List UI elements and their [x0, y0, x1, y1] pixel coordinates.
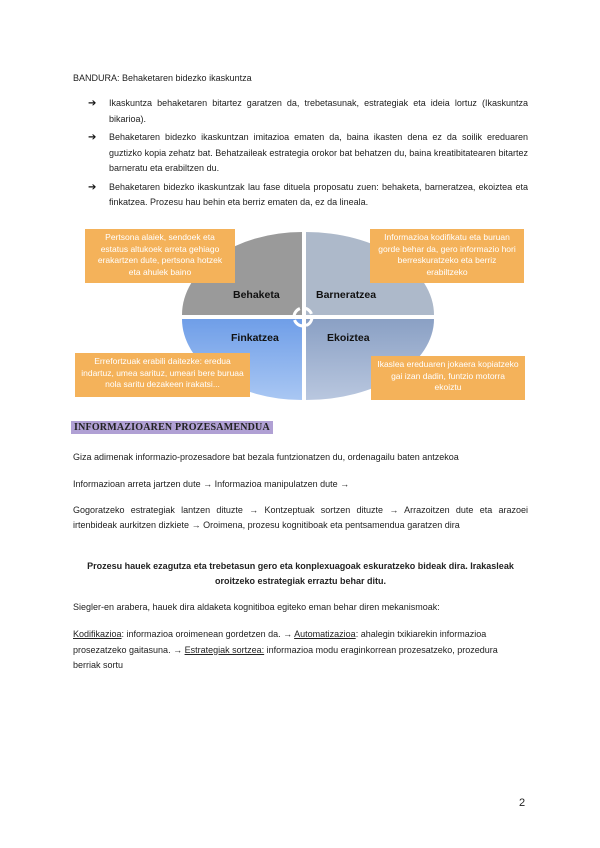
quadrant-label-barneratzea: Barneratzea: [316, 289, 377, 301]
paragraph: Gogoratzeko estrategiak lantzen dituzte → Kontzeptuak sortzen dituzte → Arrazoitzen dute eta arazoei irtenbideak aurkitzen dizkiete → Oroimena, prozesu kognitiboak eta pentsamendua garatzen dira: [73, 505, 528, 530]
paragraph: Giza adimenak informazio-prozesadore bat bezala funtzionatzen du, ordenagailu baten antzekoa: [73, 452, 459, 462]
text-automatizazioa: : ahalegin txikiarekin informazioa prosezatzeko gaitasuna. →: [73, 629, 487, 655]
term-kodifikazioa: Kodifikazioa: [73, 629, 122, 639]
paragraph: Siegler-en arabera, hauek dira aldaketa kognitiboa egiteko eman behar diren mekanismoak:: [73, 602, 440, 612]
bullet-item: [88, 96, 528, 127]
text-kodifikazioa: : informazioa oroimenean gordetzen da. →: [121, 629, 295, 639]
callout-ekoiztea: Ikaslea ereduaren jokaera kopiatzeko gai izan dadin, funtzio motorra ekoiztu: [371, 356, 525, 400]
bullet-text: Behaketaren bidezko ikaskuntzak lau fase dituela proposatu zuen: behaketa, barneratzea, ekoiztea eta finkatzea. Prozesu hau behin eta berriz ematen da, ez da lineala.: [109, 181, 528, 207]
callout-behaketa: Pertsona alaiek, sendoek eta estatus altukoek arreta gehiago erakartzen dute, pertsona hotzek eta ahulek baino: [85, 229, 235, 283]
callout-finkatzea: Errefortzuak erabili daitezke: eredua indartuz, umea sarituz, umeari bere buruaa nola saritu dezakeen irakatsi...: [75, 353, 250, 397]
learning-phases-diagram: [70, 222, 530, 408]
term-automatizazioa: Automatizazioa: [294, 629, 356, 639]
quadrant-label-ekoiztea: Ekoiztea: [327, 332, 370, 344]
quadrant-label-finkatzea: Finkatzea: [231, 332, 279, 344]
right-arrow-icon: ➔: [88, 98, 97, 109]
cycle-arrows-icon: [289, 303, 317, 331]
paragraph: Informazioan arreta jartzen dute → Informazioa manipulatzen dute →: [73, 479, 350, 489]
right-arrow-icon: ➔: [88, 132, 97, 143]
bullet-text: Ikaskuntza behaketaren bitartez garatzen da, trebetasunak, estrategiak eta ideia lortuz (Ikaskuntza bikarioa).: [109, 98, 528, 124]
callout-barneratzea: Informazioa kodifikatu eta buruan gorde behar da, gero informazio hori berreskuratzeko eta berriz erabiltzeko: [370, 229, 524, 283]
bullet-list: [88, 96, 528, 214]
section-title-bandura: BANDURA: Behaketaren bidezko ikaskuntza: [73, 73, 252, 83]
text-estrategiak-sortzea: informazioa modu eraginkorrean prozesatzeko, prozedura berriak sortu: [73, 644, 498, 670]
bullet-item: [88, 130, 528, 177]
bullet-text: Behaketaren bidezko ikaskuntzan imitazioa ematen da, baina ikasten dena ez da soilik ereduaren guztizko kopia zehatz bat. Behatzaileak estrategia orokor bat behatzen du, baina kreatibitatearen bitartez barneratu eta erabiltzen du.: [109, 132, 528, 173]
right-arrow-icon: ➔: [88, 181, 97, 193]
paragraph-mechanisms: [73, 627, 513, 674]
bullet-item: [88, 180, 528, 211]
section-heading-informazio-prozesamendua: INFORMAZIOAREN PROZESAMENDUA: [71, 421, 273, 434]
paragraph-emphasis: Prozesu hauek ezagutza eta trebetasun gero eta konplexuagoak eskuratzeko bideak dira. Irakasleak oroitzeko estrategiak erraztu behar ditu.: [87, 561, 514, 586]
term-estrategiak-sortzea: Estrategiak sortzea:: [184, 644, 265, 655]
page-number: 2: [519, 797, 526, 809]
quadrant-label-behaketa: Behaketa: [233, 289, 280, 301]
